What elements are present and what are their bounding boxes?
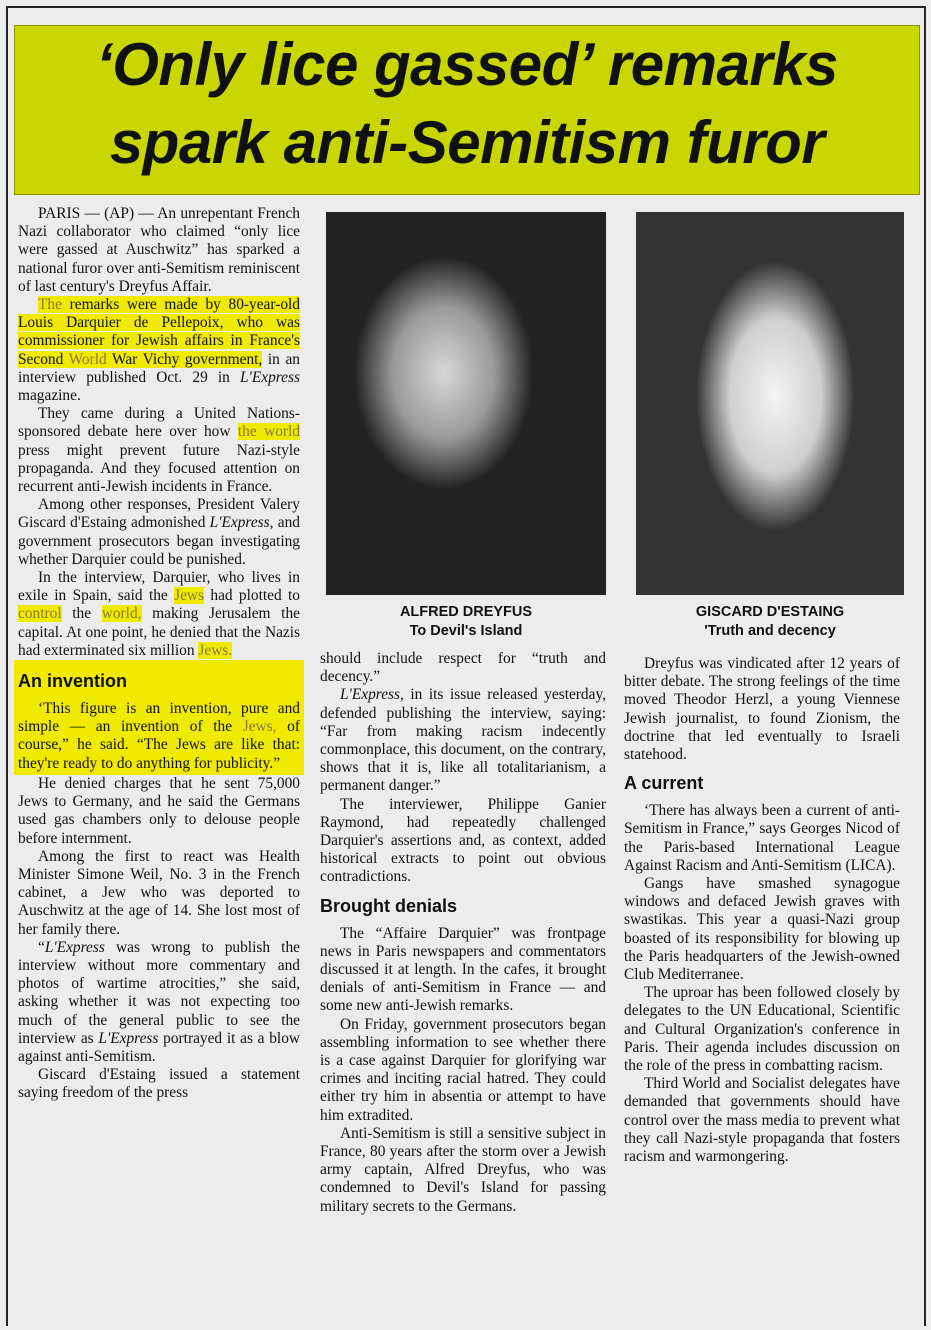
paragraph [624, 1075, 900, 1166]
text-run: The “Affaire Darquier” was frontpage news in Paris newspapers and commentators discussed it at length. In the cafes, it brought denials of anti-Semitism in France — and some new anti-Jewish remarks. [320, 924, 606, 1015]
headline-line-1: ‘Only lice gassed’ remarks [96, 31, 838, 98]
paragraph [320, 796, 606, 887]
text-run: L'Express [98, 1029, 159, 1047]
paragraph [320, 1016, 606, 1125]
highlighted-text: the world [237, 423, 300, 441]
paragraph [18, 1066, 300, 1102]
paragraph [624, 655, 900, 764]
article-column-2 [320, 650, 606, 1216]
text-run: L'Express, [209, 514, 274, 532]
text-run: Anti-Semitism is still a sensitive subject in France, 80 years after the storm over a Jewish army captain, Alfred Dreyfus, who was condemned to Devil's Island for passing military secrets to the Germans. [320, 1124, 606, 1215]
headline-line-2: spark anti-Semitism furor [109, 109, 825, 176]
highlighted-text: remarks were made by 80-year-old Louis Darquier de Pellepoix, who was commissioner for Jewish affairs in France's Second [18, 296, 300, 368]
text-run: Among other responses, President Valery Giscard d'Estaing admonished [18, 496, 300, 532]
highlighted-text: control [18, 605, 62, 623]
caption-text: To Devil's Island [409, 623, 523, 639]
text-run: Third World and Socialist delegates have demanded that governments should have control over the mass media to prevent what they call Nazi-style propaganda that fosters racism and warmongering. [624, 1075, 900, 1166]
highlighted-text: War Vichy government, [106, 350, 263, 368]
highlighted-box [14, 660, 304, 775]
paragraph [320, 686, 606, 795]
text-run: portrayed it as a blow against anti-Semitism. [18, 1029, 301, 1065]
paragraph [18, 405, 300, 496]
caption-text: 'Truth and decency [704, 623, 836, 639]
headline [14, 25, 920, 195]
subheading: An invention [18, 671, 127, 692]
highlighted-text: world, [101, 605, 142, 623]
text-run: Among the first to react was Health Minister Simone Weil, No. 3 in the French cabinet, a Jew who was deported to Auschwitz at the age of 14. She lost most of her family there. [18, 847, 300, 938]
paragraph [18, 496, 300, 569]
text-run: They came during a United Nations-sponsored debate here over how [18, 405, 300, 441]
paragraph [624, 802, 900, 875]
paragraph [18, 848, 300, 939]
paragraph [320, 1125, 606, 1216]
text-run: PARIS — (AP) — An unrepentant French Nazi collaborator who claimed “only lice were gassed at Auschwitz” has sparked a national furor over anti-Semitism reminiscent of last century's Dreyfus Affair. [18, 205, 300, 295]
text-run: making Jerusalem the capital. At one point, he denied that the Nazis had exterminated six million [18, 605, 300, 659]
paragraph [18, 296, 300, 405]
text-run: in its issue released yesterday, defended publishing the interview, saying: “Far from making racism indecently commonplace, this document, on the contrary, shows that it is, like all totalitarianism, a permanent danger.” [320, 686, 606, 795]
paragraph [624, 875, 900, 984]
text-run: the [61, 605, 102, 623]
paragraph [18, 939, 300, 1066]
paragraph [18, 775, 300, 848]
text-run: was wrong to publish the interview without more commentary and photos of wartime atrocities,” she said, asking whether it was not expecting too much of the general public to see the interview as [18, 938, 300, 1047]
paragraph [18, 205, 300, 296]
text-run: L'Express [239, 368, 300, 386]
text-run: Giscard d'Estaing issued a statement saying freedom of the press [18, 1066, 300, 1102]
highlighted-text: Jews, [242, 718, 277, 736]
paragraph [624, 984, 900, 1075]
highlighted-text: World [68, 350, 107, 368]
paragraph [320, 925, 606, 1016]
text-run: in an interview published Oct. 29 in [18, 350, 300, 386]
text-run: ‘There has always been a current of anti-Semitism in France,” says Georges Nicod of the Paris-based International League Against Racism and Anti-Semitism (LICA). [624, 802, 900, 874]
text-run: ‘This figure is an invention, pure and simple — an invention of the [18, 700, 300, 736]
paragraph [320, 650, 606, 686]
caption-name: ALFRED DREYFUS [399, 604, 533, 620]
text-run: magazine. [18, 387, 81, 405]
photo-caption-giscard [636, 603, 904, 641]
text-run: The uproar has been followed closely by delegates to the UN Educational, Scientific and Cultural Organization's conference in Paris. Their agenda includes discussion on the role of the press in combatting racism. [624, 984, 900, 1075]
text-run: The interviewer, Philippe Ganier Raymond, had repeatedly challenged Darquier's assertions and, as context, added historical extracts to point out obvious contradictions. [320, 795, 606, 886]
text-run: of course,” he said. “The Jews are like that: they're ready to do anything for publicity.” [18, 718, 300, 772]
text-run: L'Express, [340, 686, 404, 704]
highlighted-text: The [38, 296, 62, 314]
text-run: “ [38, 938, 45, 956]
subheading: A current [624, 773, 704, 794]
text-run: On Friday, government prosecutors began assembling information to see whether there is a case against Darquier for glorifying war crimes and inciting racial hatred. They could either try him in absentia or attempt to have him extradited. [320, 1015, 606, 1124]
article-column-1 [18, 205, 300, 1103]
text-run: and government prosecutors began investigating whether Darquier could be punished. [18, 514, 300, 568]
text-run: should include respect for “truth and decency.” [320, 650, 606, 686]
text-run: had plotted to [204, 587, 300, 605]
paragraph [18, 569, 300, 660]
subheading: Brought denials [320, 895, 458, 916]
photo-caption-dreyfus [326, 603, 606, 641]
text-run: In the interview, Darquier, who lives in exile in Spain, said the [18, 569, 300, 605]
photo-giscard-destaing [636, 212, 904, 595]
highlighted-text: Jews. [198, 641, 233, 659]
text-run: press might prevent future Nazi-style propaganda. And they focused attention on recurrent anti-Jewish incidents in France. [18, 441, 300, 496]
text-run: Gangs have smashed synagogue windows and defaced Jewish graves with swastikas. This year a quasi-Nazi group boasted of its responsibility for blowing up the Paris headquarters of the Jewish-owned Club Mediterranee. [624, 875, 900, 984]
highlighted-text: Jews [174, 587, 205, 605]
photo-alfred-dreyfus [326, 212, 606, 595]
caption-name: GISCARD D'ESTAING [695, 604, 845, 620]
text-run: He denied charges that he sent 75,000 Jews to Germany, and he said the Germans used gas chambers only to delouse people before internment. [18, 774, 300, 847]
text-run: L'Express [44, 938, 105, 956]
article-column-3 [624, 655, 900, 1166]
text-run: Dreyfus was vindicated after 12 years of bitter debate. The strong feelings of the time moved Theodor Herzl, a young Viennese Jewish journalist, to found Zionism, the doctrine that led eventually to Israeli statehood. [624, 655, 900, 764]
paragraph [18, 700, 300, 773]
